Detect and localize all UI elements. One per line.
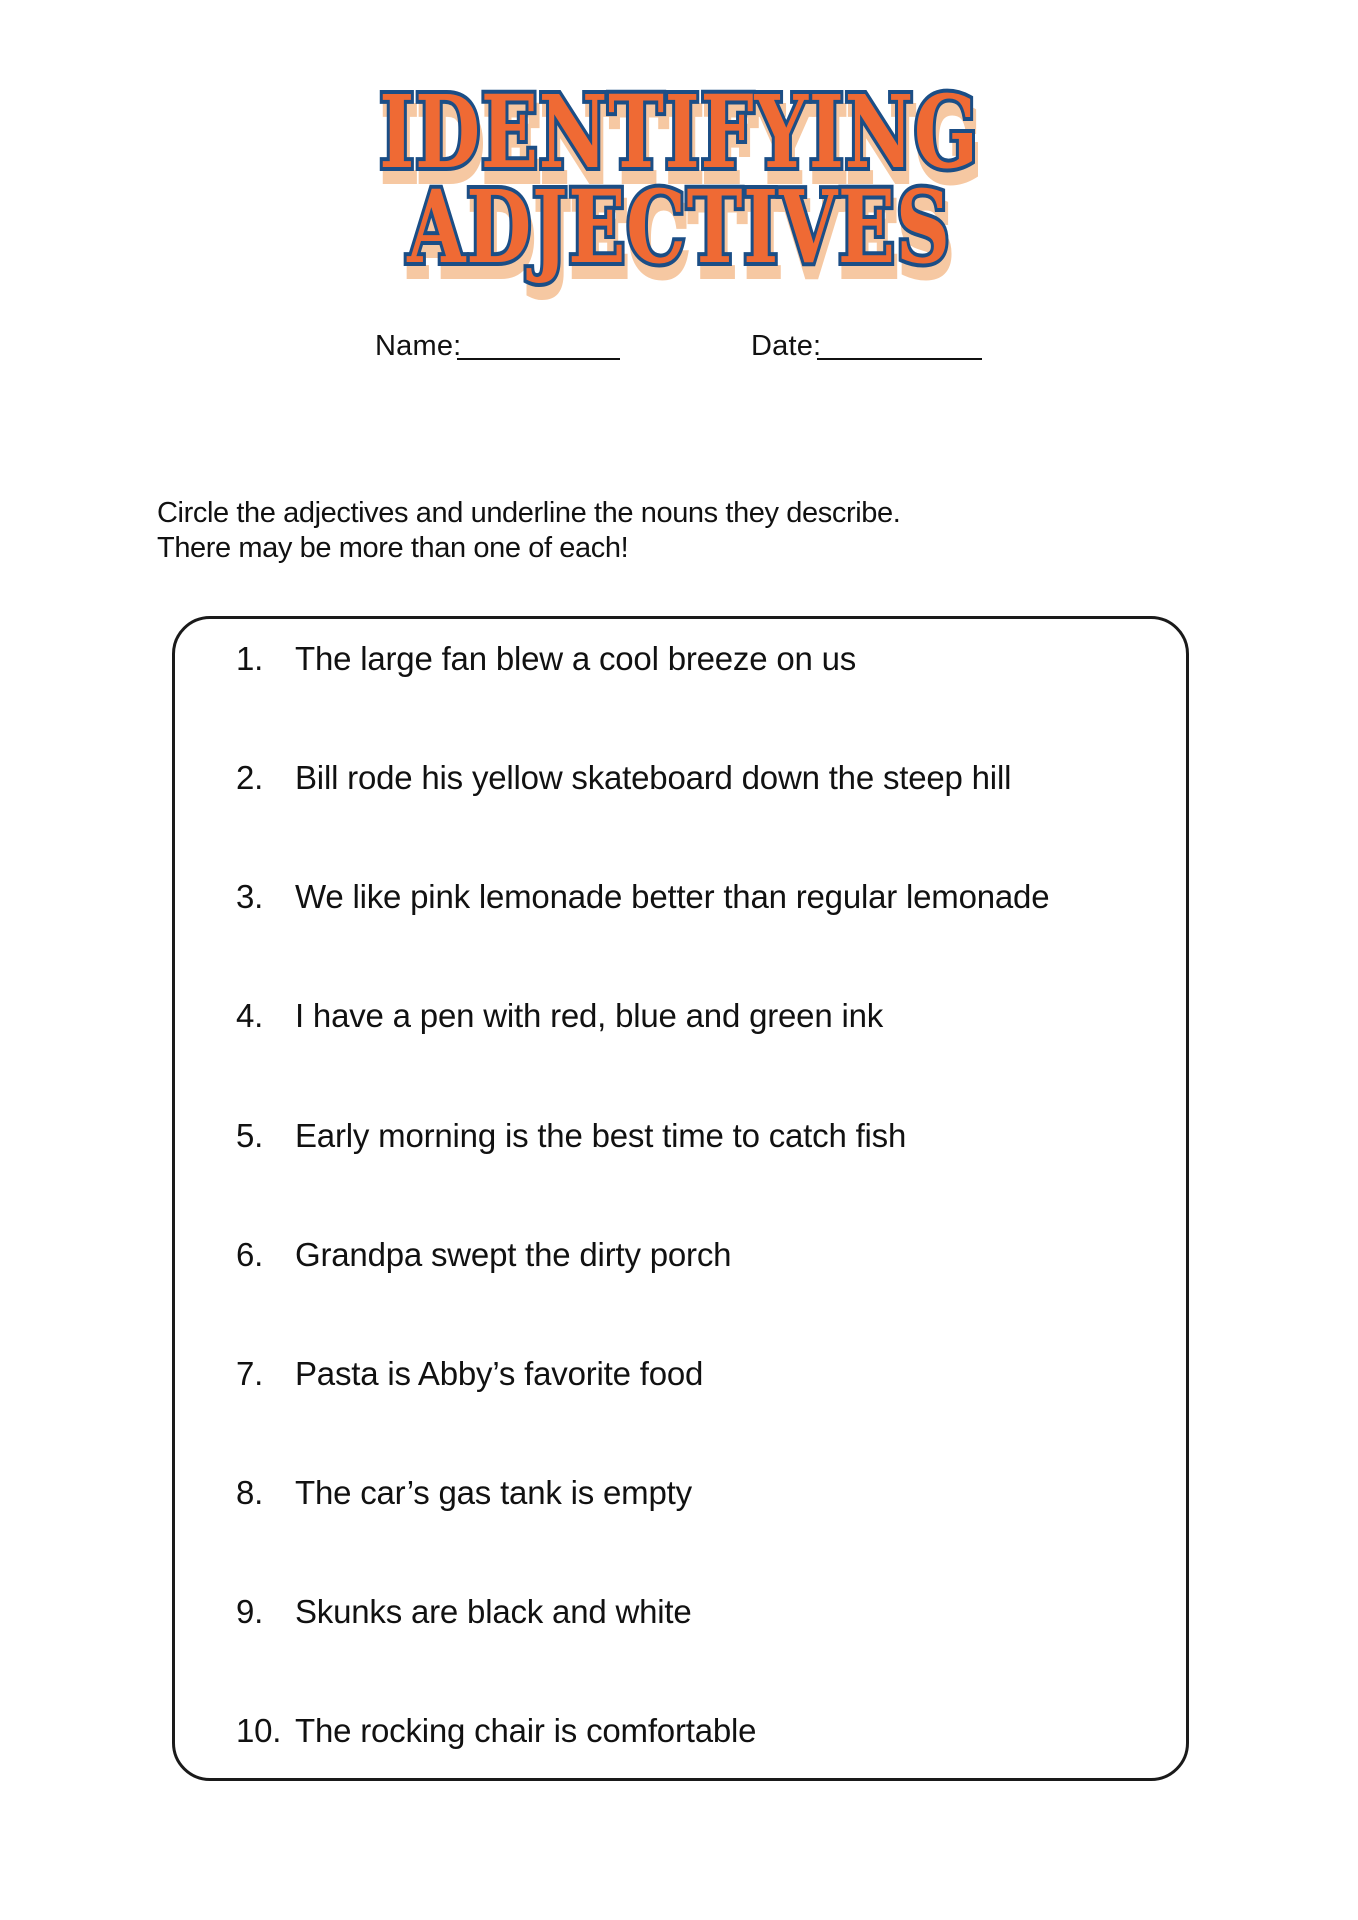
instructions: [157, 496, 900, 566]
item-number: 4.: [236, 997, 264, 1034]
item-number: 10.: [236, 1712, 282, 1749]
item-number: 8.: [236, 1474, 264, 1511]
sentence-box: [172, 616, 1189, 1781]
item-number: 2.: [236, 759, 264, 796]
item-number: 7.: [236, 1355, 264, 1392]
name-label: Name:: [375, 330, 462, 362]
item-text: Early morning is the best time to catch fish: [295, 1117, 907, 1154]
name-blank-field[interactable]: [457, 358, 620, 360]
item-text: Pasta is Abby’s favorite food: [295, 1355, 704, 1392]
instruction-line-2: There may be more than one of each!: [157, 532, 629, 564]
item-number: 6.: [236, 1236, 264, 1273]
item-number: 9.: [236, 1593, 264, 1630]
item-number: 3.: [236, 878, 264, 915]
instruction-line-1: Circle the adjectives and underline the nouns they describe.: [157, 497, 901, 529]
item-text: The rocking chair is comfortable: [295, 1712, 757, 1749]
date-label: Date:: [751, 330, 822, 362]
item-number: 5.: [236, 1117, 264, 1154]
page-title: [170, 73, 1189, 286]
item-number: 1.: [236, 640, 264, 677]
item-text: We like pink lemonade better than regular lemonade: [295, 878, 1050, 915]
item-text: The large fan blew a cool breeze on us: [295, 640, 857, 677]
item-text: Grandpa swept the dirty porch: [295, 1236, 732, 1273]
page-title-line-2: ADJECTIVES: [407, 168, 951, 286]
item-text: The car’s gas tank is empty: [295, 1474, 692, 1511]
item-text: Bill rode his yellow skateboard down the steep hill: [295, 759, 1012, 796]
date-blank-field[interactable]: [817, 358, 982, 360]
item-text: I have a pen with red, blue and green ink: [295, 997, 884, 1034]
page-title-line-1: IDENTIFYING: [379, 73, 979, 191]
item-text: Skunks are black and white: [295, 1593, 692, 1630]
